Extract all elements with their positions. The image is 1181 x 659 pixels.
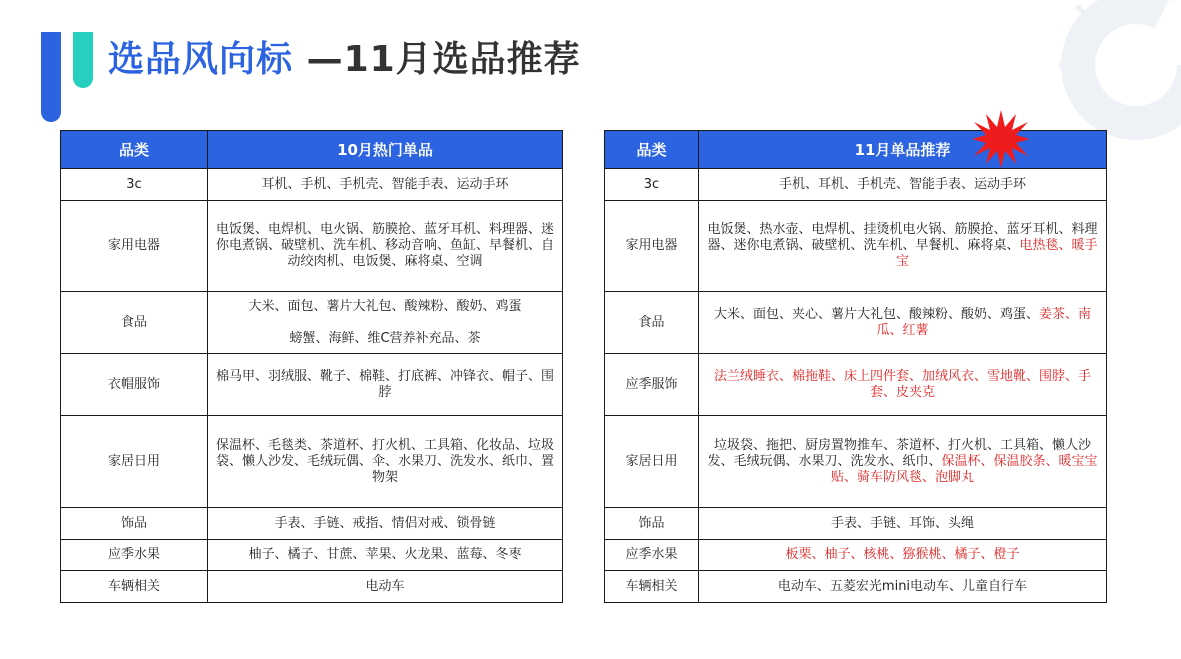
left-header-category: 品类	[61, 131, 208, 169]
row-items: 电动车	[208, 571, 563, 603]
right-header-row	[605, 131, 1107, 169]
row-category: 食品	[605, 292, 699, 354]
table-row	[61, 508, 563, 540]
row-category: 饰品	[61, 508, 208, 540]
row-category: 食品	[61, 292, 208, 354]
title-main: 选品风向标	[108, 39, 294, 80]
table-row	[605, 169, 1107, 201]
row-items-normal: 垃圾袋、拖把、厨房置物推车、茶道杯、打火机、工具箱、懒人沙发、毛绒玩偶、水果刀、洗发水、纸巾、	[707, 437, 1091, 469]
row-category: 应季水果	[61, 540, 208, 571]
row-items-highlight: 姜茶、南瓜、红薯	[876, 306, 1092, 338]
row-category: 家居日用	[605, 416, 699, 508]
row-items-highlight: 法兰绒睡衣、棉拖鞋、床上四件套、加绒风衣、雪地靴、围脖、手套、皮夹克	[713, 368, 1091, 400]
table-row	[61, 354, 563, 416]
row-category: 3c	[61, 169, 208, 201]
row-category: 3c	[605, 169, 699, 201]
row-items	[699, 508, 1107, 540]
row-category: 家用电器	[605, 201, 699, 292]
row-items: 棉马甲、羽绒服、靴子、棉鞋、打底裤、冲锋衣、帽子、围脖	[208, 354, 563, 416]
row-items-normal: 手机、耳机、手机壳、智能手表、运动手环	[778, 176, 1026, 192]
title-sub: 11月选品推荐	[343, 39, 581, 80]
row-category: 饰品	[605, 508, 699, 540]
table-row	[605, 508, 1107, 540]
title-dash: —	[306, 39, 344, 80]
row-category: 衣帽服饰	[61, 354, 208, 416]
table-row	[61, 571, 563, 603]
table-row	[61, 169, 563, 201]
row-items: 保温杯、毛毯类、茶道杯、打火机、工具箱、化妆品、垃圾袋、懒人沙发、毛绒玩偶、伞、水果刀、洗发水、纸巾、置物架	[208, 416, 563, 508]
table-row	[605, 416, 1107, 508]
row-items-highlight: 保温杯、保温胶条、暖宝宝贴、骑车防风毯、泡脚丸	[830, 453, 1098, 485]
table-row	[605, 540, 1107, 571]
row-items	[699, 540, 1107, 571]
row-category: 应季服饰	[605, 354, 699, 416]
row-items: 柚子、橘子、甘蔗、苹果、火龙果、蓝莓、冬枣	[208, 540, 563, 571]
accent-bar-blue	[41, 32, 61, 122]
row-items	[699, 416, 1107, 508]
accent-bar-teal	[73, 32, 93, 88]
left-header-items: 10月热门单品	[208, 131, 563, 169]
row-items-line: 大米、面包、薯片大礼包、酸辣粉、酸奶、鸡蛋	[248, 298, 522, 314]
row-items	[699, 201, 1107, 292]
row-items	[699, 354, 1107, 416]
row-category: 家居日用	[61, 416, 208, 508]
row-items-normal: 手表、手链、耳饰、头绳	[830, 515, 974, 531]
table-row	[605, 571, 1107, 603]
right-table	[604, 130, 1107, 603]
row-items	[699, 571, 1107, 603]
left-header-row	[61, 131, 563, 169]
table-row	[61, 292, 563, 354]
row-items-highlight: 电热毯、暖手宝	[895, 238, 1098, 269]
row-items	[699, 292, 1107, 354]
row-items-normal: 电动车、五菱宏光mini电动车、儿童自行车	[777, 578, 1028, 594]
table-row	[605, 292, 1107, 354]
table-row	[605, 354, 1107, 416]
table-row	[605, 201, 1107, 292]
ring-decoration-icon	[1051, 0, 1181, 150]
red-starburst-icon	[972, 110, 1030, 168]
row-items-normal: 大米、面包、夹心、薯片大礼包、酸辣粉、酸奶、鸡蛋、	[713, 306, 1039, 322]
row-category: 车辆相关	[61, 571, 208, 603]
right-header-category: 品类	[605, 131, 699, 169]
row-items-normal: 电饭煲、热水壶、电焊机、挂烫机电火锅、筋膜抢、蓝牙耳机、料理器、迷你电煮锅、破壁机、洗车机、早餐机、麻将桌、	[707, 222, 1098, 253]
row-items	[699, 169, 1107, 201]
right-header-items: 11月单品推荐	[699, 131, 1107, 169]
row-items-highlight: 板栗、柚子、核桃、猕猴桃、橘子、橙子	[785, 547, 1020, 562]
row-category: 车辆相关	[605, 571, 699, 603]
table-row	[61, 416, 563, 508]
row-items-line: 螃蟹、海鲜、维C营养补充品、茶	[289, 330, 481, 346]
row-category: 应季水果	[605, 540, 699, 571]
row-items: 电饭煲、电焊机、电火锅、筋膜抢、蓝牙耳机、料理器、迷你电煮锅、破壁机、洗车机、移动音响、鱼缸、早餐机、自动绞肉机、电饭煲、麻将桌、空调	[208, 201, 563, 292]
row-items	[208, 292, 563, 354]
page-title	[108, 34, 581, 86]
table-row	[61, 540, 563, 571]
table-row	[61, 201, 563, 292]
row-items: 耳机、手机、手机壳、智能手表、运动手环	[208, 169, 563, 201]
left-table	[60, 130, 563, 603]
row-items: 手表、手链、戒指、情侣对戒、锁骨链	[208, 508, 563, 540]
row-category: 家用电器	[61, 201, 208, 292]
